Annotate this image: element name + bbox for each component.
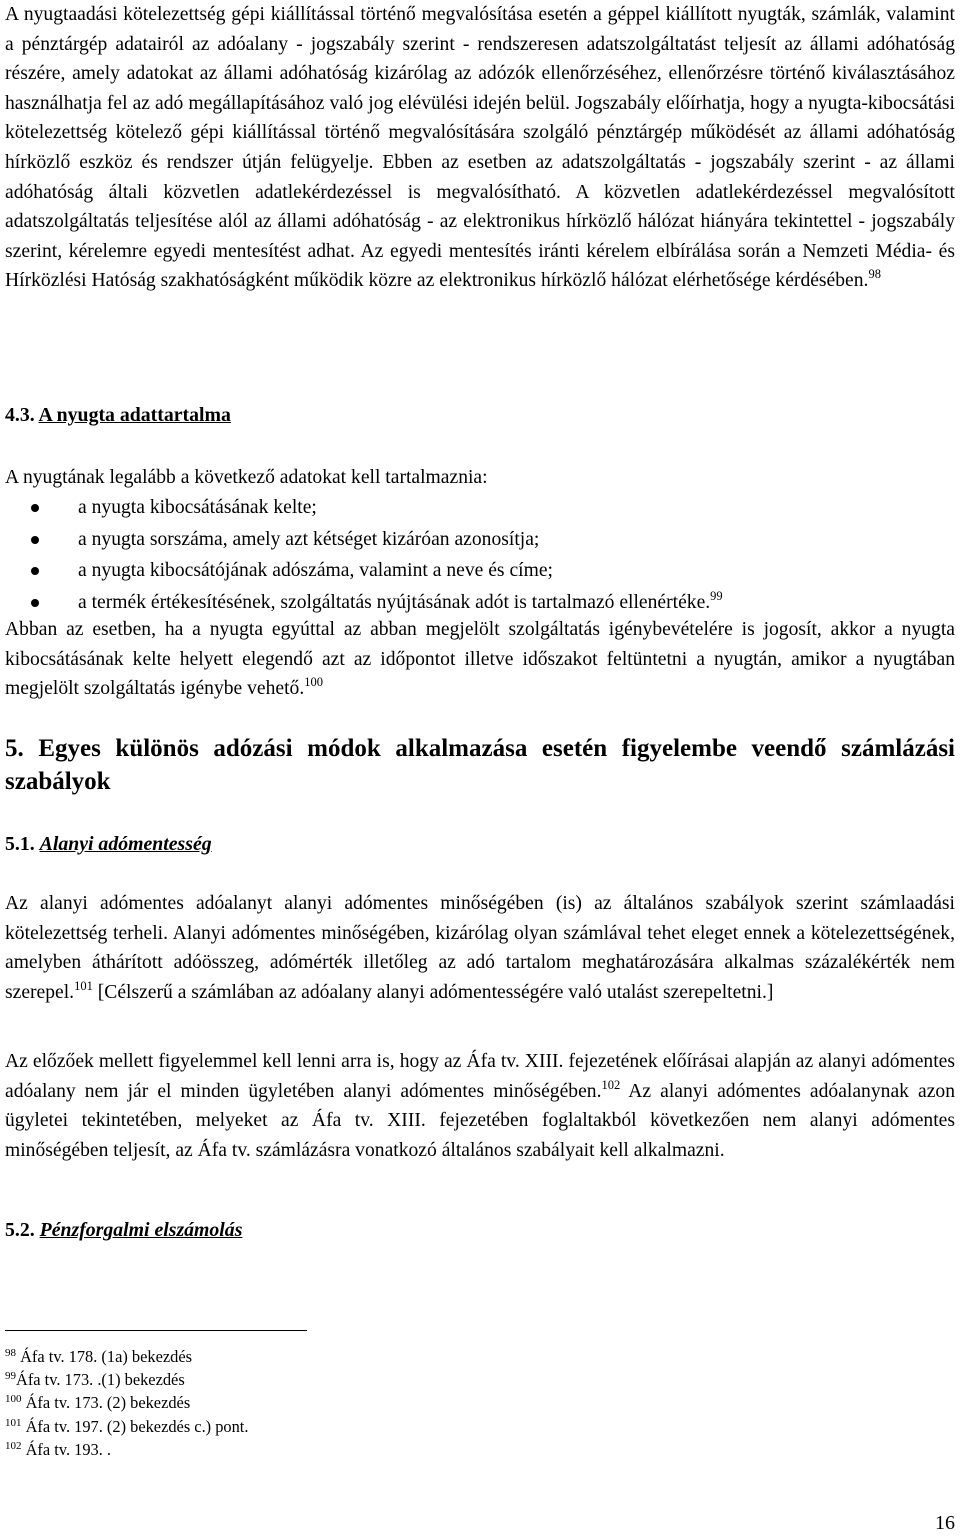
section-title: A nyugta adattartalma	[38, 404, 231, 426]
footnote-item: $^{98}$ Áfa tv. 178. (1a) bekezdés	[5, 1347, 192, 1366]
list-item: a nyugta sorszáma, amely azt kétséget kizáróan azonosítja;	[5, 524, 955, 556]
section-number: 5.1.	[5, 833, 35, 855]
bullet-icon	[31, 504, 39, 512]
section-heading-5-1	[5, 833, 212, 856]
footnote-item: $^{100}$ Áfa tv. 173. (2) bekezdés	[5, 1393, 191, 1413]
receipt-items-list	[5, 492, 955, 618]
paragraph-alanyi-1: Az alanyi adómentes adóalanyt alanyi adómentes minőségében (is) az általános szabályok szerint számlaadási kötelezettség terheli. Alanyi adómentes minőségében, kizárólag olyan számlával tehet eleget ennek a kötelezettségének, amelyben áthárított adóösszeg, adómérték illetőleg az adó tartalom meghatározására alkalmas százalékérték nem szerepel.$^{101}$ [Célszerű a számlában az adóalany alanyi adómentességére való utalást szerepeltetni.]	[5, 893, 955, 1003]
bullet-icon	[31, 536, 39, 544]
footnote-ref-102[interactable]: 102	[601, 1077, 621, 1092]
section-number: 5.2.	[5, 1219, 35, 1241]
section-number: 4.3.	[5, 404, 35, 426]
list-item: a nyugta kibocsátásának kelte;	[5, 492, 955, 524]
chapter-heading-5	[5, 732, 955, 798]
bullet-icon	[31, 567, 39, 575]
section-title: Alanyi adómentesség	[39, 833, 212, 855]
chapter-title: Egyes különös adózási módok alkalmazása esetén figyelembe veendő számlázási szabályok	[5, 735, 955, 795]
list-item: a termék értékesítésének, szolgáltatás nyújtásának adót is tartalmazó ellenértéke.$^{99}$	[5, 587, 955, 619]
footnote-item: $^{101}$ Áfa tv. 197. (2) bekezdés c.) pont.	[5, 1416, 249, 1436]
intro-paragraph	[5, 0, 955, 296]
footnote-item: $^{99}$Áfa tv. 173. .(1) bekezdés	[5, 1370, 185, 1390]
footnote-ref-100[interactable]: 100	[304, 675, 324, 690]
page-number: 16	[935, 1512, 955, 1534]
paragraph-abban: Abban az esetben, ha a nyugta egyúttal az abban megjelölt szolgáltatás igénybevételére is jogosít, akkor a nyugta kibocsátásának kelte helyett elegendő azt az időpontot illetve időszakot feltüntetni a nyugtán, amikor a nyugtában megjelölt szolgáltatás igénybe vehető.$^{100}$	[5, 619, 955, 700]
section-heading-5-2	[5, 1219, 242, 1242]
chapter-number: 5.	[5, 735, 24, 762]
footnote-divider	[5, 1330, 307, 1331]
bullet-icon	[31, 599, 39, 607]
intro-paragraph-text: A nyugtaadási kötelezettség gépi kiállítással történő megvalósítása esetén a géppel kiállított nyugták, számlák, valamint a pénztárgép adatairól az adóalany - jogszabály szerint - rendszeresen adatszolgáltatást teljesít az állami adóhatóság részére, amely adatokat az állami adóhatóság kizárólag az adózók ellenőrzéséhez, ellenőrzésre történő kiválasztásához használhatja fel az adó megállapításához való jog elévülési idején belül. Jogszabály előírhatja, hogy a nyugta-kibocsátási kötelezettség kötelező gépi kiállítással történő megvalósítására szolgáló pénztárgép működését az állami adóhatóság hírközlő eszköz és rendszer útján felügyelje. Ebben az esetben az adatszolgáltatás - jogszabály szerint - az állami adóhatóság általi közvetlen adatlekérdezéssel is megvalósítható. A közvetlen adatlekérdezéssel megvalósított adatszolgáltatás teljesítése alól az állami adóhatóság - az elektronikus hírközlő hálózat hiányára tekintettel - jogszabály szerint, kérelemre egyedi mentesítést adhat. Az egyedi mentesítés iránti kérelem elbírálása során a Nemzeti Média- és Hírközlési Hatóság szakhatóságként működik közre az elektronikus hírközlő hálózat elérhetősége kérdésében.	[5, 4, 955, 292]
receipt-intro: A nyugtának legalább a következő adatokat kell tartalmaznia:	[5, 467, 488, 488]
list-item: a nyugta kibocsátójának adószáma, valamint a neve és címe;	[5, 555, 955, 587]
footnote-ref-98[interactable]: 98	[868, 267, 881, 282]
section-heading-4-3	[5, 404, 231, 427]
footnote-item: $^{102}$ Áfa tv. 193. .	[5, 1439, 112, 1459]
paragraph-alanyi-2: Az előzőek mellett figyelemmel kell lenni arra is, hogy az Áfa tv. XIII. fejezetének előírásai alapján az alanyi adómentes adóalany nem jár el minden ügyletében alanyi adómentes minőségében.$^{102}$ Az alanyi adómentes adóalanynak azon ügyletei tekintetében, melyeket az Áfa tv. XIII. fejezetében foglaltakból következően nem alanyi adómentes minőségében teljesít, az Áfa tv. számlázásra vonatkozó általános szabályait kell alkalmazni.	[5, 1051, 955, 1161]
footnote-ref-99[interactable]: 99	[710, 588, 723, 603]
footnotes	[5, 1345, 248, 1461]
section-title: Pénzforgalmi elszámolás	[39, 1219, 243, 1241]
footnote-ref-101[interactable]: 101	[74, 978, 93, 993]
